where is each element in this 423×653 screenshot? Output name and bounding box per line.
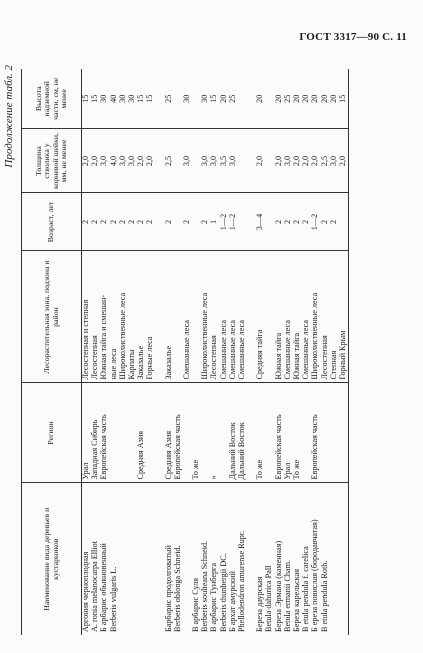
region-cell xyxy=(256,383,348,483)
cell-line: 2 xyxy=(328,219,338,225)
species-cell xyxy=(256,483,348,635)
cell-line: 3,0 xyxy=(209,155,219,167)
cell-line: 2 xyxy=(181,219,191,225)
cell-line: 3,0 xyxy=(126,155,136,167)
cell-line: Дальний Восток xyxy=(237,422,246,480)
cell-line: ные леса xyxy=(108,348,118,380)
cell-line: 2,0 xyxy=(310,155,320,167)
cell-line: Карпаты xyxy=(126,349,136,380)
cell-line: 2 xyxy=(99,219,109,225)
cell-line: Б ереза повислая (бородавчатая) xyxy=(310,519,320,632)
species-cell xyxy=(165,483,257,635)
cell-line xyxy=(110,387,119,480)
cell-line: 2,0 xyxy=(291,155,301,167)
cell-line: Berberis thunbergii DC. xyxy=(218,553,228,632)
cell-line: Berberis soulieana Schneid. xyxy=(200,540,210,632)
cell-line: 20 xyxy=(319,94,329,103)
cell-line: 2,0 xyxy=(337,155,347,167)
cell-line: Заказалье xyxy=(163,345,173,380)
cell-line: Широколиственные леса xyxy=(200,292,210,380)
cell-line xyxy=(238,72,247,126)
cell-line: 20 xyxy=(255,94,265,103)
col-header-species: Наименование вида деревьев и кустарников xyxy=(22,483,82,635)
cell-line xyxy=(238,133,247,190)
cell-line: Береза даурская xyxy=(255,576,265,632)
cell-line: 20 xyxy=(218,94,228,103)
cell-line: 20 xyxy=(273,94,283,103)
cell-line: Смешанные леса xyxy=(237,320,246,380)
cell-line xyxy=(137,487,146,633)
cell-line: 15 xyxy=(81,94,90,103)
cell-line: 3,0 xyxy=(227,155,237,167)
cell-line xyxy=(146,387,155,480)
cell-line: 30 xyxy=(200,94,210,103)
cell-line: 15 xyxy=(209,94,219,103)
cell-line: 2,0 xyxy=(301,155,311,167)
cell-line: Урал xyxy=(282,462,292,480)
cell-line: 2 xyxy=(282,219,292,225)
cell-line: 2 xyxy=(291,219,301,225)
cell-line xyxy=(321,387,330,480)
cell-line: Berberis vulgaris L. xyxy=(108,566,118,632)
height-cell xyxy=(165,69,257,129)
cell-line: Смешанные леса xyxy=(301,320,311,380)
height-cell xyxy=(82,69,165,129)
cell-line: 30 xyxy=(126,94,136,103)
cell-line: Б арбарис обыкновенный xyxy=(99,543,109,632)
cell-line: 3,0 xyxy=(200,155,210,167)
region-cell xyxy=(165,383,257,483)
cell-line: 40 xyxy=(108,94,118,103)
cell-line: Смешанные леса xyxy=(282,320,292,380)
cell-line: 15 xyxy=(145,94,155,103)
cell-line: Betula dahurica Pall xyxy=(264,565,274,632)
cell-line: 2 xyxy=(126,219,136,225)
cell-line: Средняя Азия xyxy=(136,430,146,480)
cell-line: 3,0 xyxy=(117,155,127,167)
cell-line: Барбарис продолговатый xyxy=(163,545,173,632)
cell-line: 20 xyxy=(301,94,311,103)
cell-line: 25 xyxy=(282,94,292,103)
region-cell xyxy=(82,383,165,483)
cell-line: Дальний Восток xyxy=(227,422,237,480)
cell-line: А. ronia melanocarpa Elliot xyxy=(90,541,100,632)
cell-line: 3,0 xyxy=(99,155,109,167)
cell-line: Betula ermanii Cham. xyxy=(282,559,292,632)
col-header-thickness: Толщина стволика у корневой шейки, мм, не менее xyxy=(22,129,82,193)
cell-line: 25 xyxy=(227,94,237,103)
cell-line xyxy=(146,487,155,633)
cell-line: 30 xyxy=(181,94,191,103)
cell-line: 1—2 xyxy=(218,213,228,231)
cell-line: 2,0 xyxy=(81,155,90,167)
cell-line: 20 xyxy=(291,94,301,103)
age-cell xyxy=(82,193,165,251)
cell-line: 2,0 xyxy=(273,155,283,167)
cell-line: Западная Сибирь xyxy=(90,419,100,480)
cell-line: Степная xyxy=(328,350,338,380)
cell-line: Лесостепная xyxy=(90,335,100,380)
cell-line: 1 xyxy=(209,219,219,225)
cell-line: 2,0 xyxy=(145,155,155,167)
cell-line: Европейская часть xyxy=(172,414,182,480)
cell-line: 4,0 xyxy=(108,155,118,167)
cell-line: 3,0 xyxy=(328,155,338,167)
cell-line: В арбарис Тунберга xyxy=(209,562,219,632)
col-header-zone: Лесорастительная зона, подзона и район xyxy=(22,251,82,383)
cell-line: 30 xyxy=(99,94,109,103)
cell-line: 15 xyxy=(90,94,100,103)
species-cell xyxy=(82,483,165,635)
cell-line: 2 xyxy=(145,219,155,225)
cell-line: B etula pendula f. carelica xyxy=(301,546,311,632)
cell-line: То же xyxy=(291,459,301,480)
cell-line: 3—4 xyxy=(255,213,265,231)
cell-line: Заказалье xyxy=(136,345,146,380)
cell-line: 20 xyxy=(328,94,338,103)
continuation-label: Продолжение табл. 2 xyxy=(3,65,15,168)
col-header-region: Регион xyxy=(22,383,82,483)
cell-line: 2 xyxy=(200,219,210,225)
cell-line: Средняя Азия xyxy=(163,430,173,480)
col-header-height: Высота надземной части, см, не менее xyxy=(22,69,82,129)
cell-line: Смешанные леса xyxy=(227,320,237,380)
cell-line: В арбарис Суля xyxy=(191,577,201,632)
page-header: ГОСТ 3317—90 С. 11 xyxy=(299,31,407,43)
cell-line: 20 xyxy=(310,94,320,103)
cell-line: Широколиственные леса xyxy=(117,292,127,380)
age-cell xyxy=(165,193,257,251)
cell-line: Урал xyxy=(81,462,90,480)
cell-line: Phellodendron amurense Rupr. xyxy=(237,530,246,632)
cell-line: Береза Эрмана (каменная) xyxy=(273,540,283,632)
cell-line: 2 xyxy=(81,219,90,225)
cell-line: 3,0 xyxy=(181,155,191,167)
cell-line: Лесостепная xyxy=(209,335,219,380)
cell-line: Б архат амурский xyxy=(227,571,237,632)
cell-line: Berberis oblonga Schneid. xyxy=(172,545,182,632)
cell-line: » xyxy=(209,475,219,480)
cell-line: 2 xyxy=(136,219,146,225)
cell-line: Горные леса xyxy=(145,336,155,380)
thickness-cell xyxy=(165,129,257,193)
zone-cell xyxy=(82,251,165,383)
cell-line: Европейская часть xyxy=(99,414,109,480)
cell-line: То же xyxy=(191,459,201,480)
table-row xyxy=(256,69,348,635)
cell-line: Южная тайга xyxy=(273,332,283,380)
cell-line: Лесостепная и степная xyxy=(81,299,90,380)
cell-line: 1—2 xyxy=(310,213,320,231)
cell-line xyxy=(119,387,128,480)
cell-line: 2 xyxy=(90,219,100,225)
cell-line: Европейская часть xyxy=(273,414,283,480)
cell-line xyxy=(238,197,247,248)
cell-line: Береза карельская xyxy=(291,568,301,632)
cell-line: 2,5 xyxy=(163,155,173,167)
cell-line xyxy=(201,387,210,480)
cell-line: Смешанные леса xyxy=(181,320,191,380)
cell-line: Средняя тайга xyxy=(255,329,265,380)
cell-line: 2 xyxy=(108,219,118,225)
cell-line: 3,0 xyxy=(282,155,292,167)
cell-line: 2,5 xyxy=(319,155,329,167)
cell-line: 3,5 xyxy=(218,155,228,167)
cell-line: 30 xyxy=(117,94,127,103)
cell-line: В etula pendula Roth. xyxy=(319,560,329,632)
cell-line: Южная тайга xyxy=(291,332,301,380)
header-row xyxy=(22,69,82,635)
table-row xyxy=(165,69,257,635)
height-cell xyxy=(256,69,348,129)
cell-line: 2 xyxy=(273,219,283,225)
cell-line: Смешанные леса xyxy=(218,320,228,380)
rotated-table-area xyxy=(0,53,423,653)
cell-line: Горный Крым xyxy=(337,330,347,380)
cell-line: 15 xyxy=(337,94,347,103)
cell-line: 2 xyxy=(301,219,311,225)
cell-line: 2,0 xyxy=(255,155,265,167)
cell-line: 1—2 xyxy=(227,213,237,231)
cell-line: Южная тайга и смешан- xyxy=(99,294,109,380)
cell-line: 25 xyxy=(163,94,173,103)
species-table xyxy=(21,69,349,635)
cell-line: 2,0 xyxy=(90,155,100,167)
cell-line: Лесостепная xyxy=(319,335,329,380)
cell-line: Аргония черноплодная xyxy=(81,551,90,632)
cell-line: 2 xyxy=(319,219,329,225)
thickness-cell xyxy=(256,129,348,193)
age-cell xyxy=(256,193,348,251)
cell-line xyxy=(128,487,137,633)
table-row xyxy=(82,69,165,635)
cell-line: 2 xyxy=(163,219,173,225)
col-header-age: Возраст, лет xyxy=(22,193,82,251)
zone-cell xyxy=(256,251,348,383)
cell-line: Европейская часть xyxy=(310,414,320,480)
cell-line xyxy=(119,487,128,633)
table-body xyxy=(82,69,349,635)
cell-line: Широколиственные леса xyxy=(310,292,320,380)
zone-cell xyxy=(165,251,257,383)
cell-line: 2,0 xyxy=(136,155,146,167)
cell-line: 2 xyxy=(117,219,127,225)
cell-line: 15 xyxy=(136,94,146,103)
thickness-cell xyxy=(82,129,165,193)
cell-line: То же xyxy=(255,459,265,480)
